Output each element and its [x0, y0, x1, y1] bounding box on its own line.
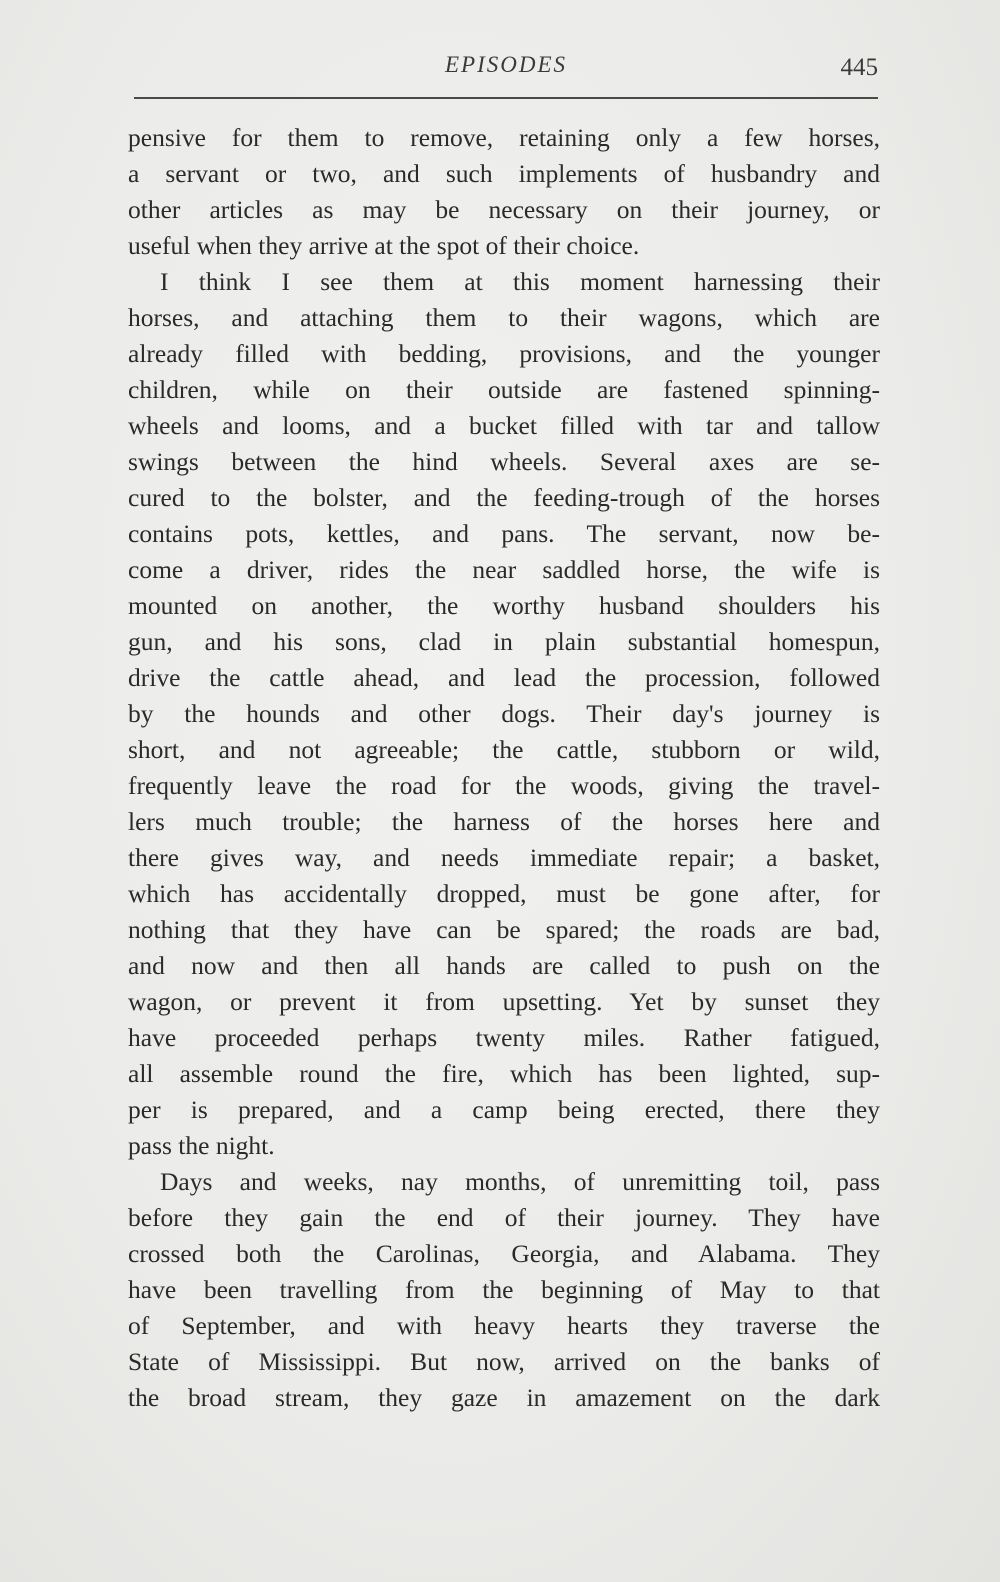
text-line: pass the night. — [128, 1131, 275, 1160]
text-line: there gives way, and needs immediate repair; a basket, — [128, 843, 880, 872]
text-line: before they gain the end of their journey. They have — [128, 1203, 880, 1232]
text-line: of September, and with heavy hearts they traverse the — [128, 1311, 880, 1340]
text-line-paragraph-start: I think I see them at this moment harnessing their — [160, 267, 880, 296]
text-line: wheels and looms, and a bucket filled with tar and tallow — [128, 411, 880, 440]
text-line: mounted on another, the worthy husband shoulders his — [128, 591, 880, 620]
text-line: per is prepared, and a camp being erected, there they — [128, 1095, 880, 1124]
text-line: the broad stream, they gaze in amazement on the dark — [128, 1383, 880, 1412]
body-text — [128, 120, 880, 1416]
text-line: already filled with bedding, provisions, and the younger — [128, 339, 880, 368]
text-line: drive the cattle ahead, and lead the procession, followed — [128, 663, 880, 692]
text-line-paragraph-start: Days and weeks, nay months, of unremitting toil, pass — [160, 1167, 880, 1196]
text-line: horses, and attaching them to their wagons, which are — [128, 303, 880, 332]
text-line: useful when they arrive at the spot of their choice. — [128, 231, 640, 260]
text-line: wagon, or prevent it from upsetting. Yet by sunset they — [128, 987, 880, 1016]
text-line: other articles as may be necessary on their journey, or — [128, 195, 880, 224]
text-line: crossed both the Carolinas, Georgia, and Alabama. They — [128, 1239, 880, 1268]
page-number: 445 — [840, 54, 878, 81]
text-line: gun, and his sons, clad in plain substantial homespun, — [128, 627, 880, 656]
page-header — [132, 50, 880, 90]
text-line: pensive for them to remove, retaining only a few horses, — [128, 123, 880, 152]
text-line: and now and then all hands are called to push on the — [128, 951, 880, 980]
text-line: swings between the hind wheels. Several axes are se- — [128, 447, 880, 476]
text-line: lers much trouble; the harness of the horses here and — [128, 807, 880, 836]
running-head: EPISODES — [444, 52, 568, 77]
text-line: by the hounds and other dogs. Their day's journey is — [128, 699, 880, 728]
text-line: all assemble round the fire, which has been lighted, sup- — [128, 1059, 880, 1088]
text-line: come a driver, rides the near saddled horse, the wife is — [128, 555, 880, 584]
text-line: State of Mississippi. But now, arrived on the banks of — [128, 1347, 880, 1376]
header-rule — [134, 97, 878, 99]
text-line: short, and not agreeable; the cattle, stubborn or wild, — [128, 735, 880, 764]
text-line: have been travelling from the beginning of May to that — [128, 1275, 880, 1304]
text-line: a servant or two, and such implements of husbandry and — [128, 159, 880, 188]
text-line: have proceeded perhaps twenty miles. Rather fatigued, — [128, 1023, 880, 1052]
text-line: frequently leave the road for the woods, giving the travel- — [128, 771, 880, 800]
text-line: nothing that they have can be spared; the roads are bad, — [128, 915, 880, 944]
text-line: which has accidentally dropped, must be gone after, for — [128, 879, 880, 908]
text-line: children, while on their outside are fastened spinning- — [128, 375, 880, 404]
text-line: cured to the bolster, and the feeding-trough of the horses — [128, 483, 880, 512]
text-line: contains pots, kettles, and pans. The servant, now be- — [128, 519, 880, 548]
